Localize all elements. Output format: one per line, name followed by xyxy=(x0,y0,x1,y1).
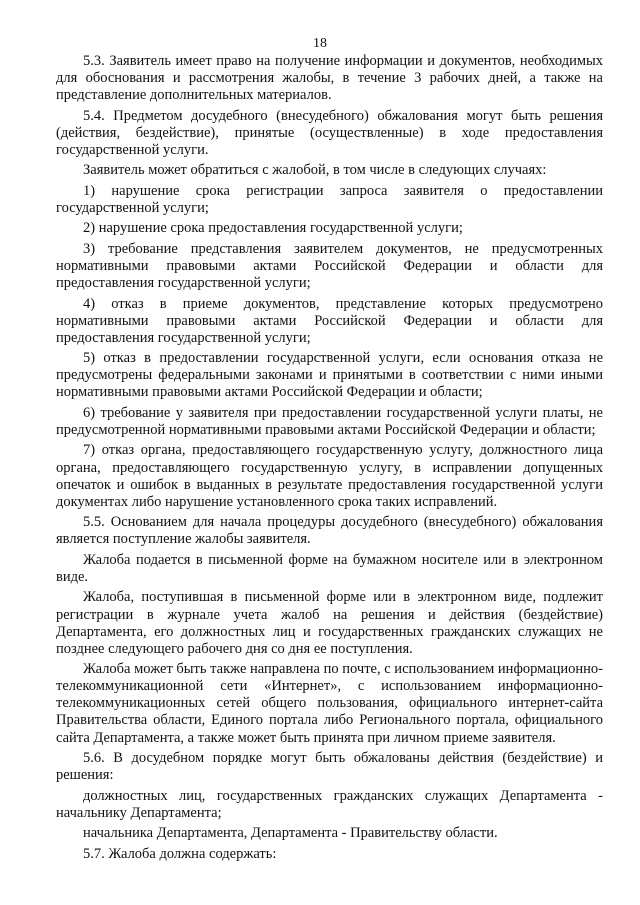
paragraph-5-4: 5.4. Предметом досудебного (внесудебного) обжалования могут быть решения (действия, бездействие), принятые (осуществленные) в ходе предоставления государственной услуги. xyxy=(56,107,603,158)
paragraph-complaint-registration: Жалоба, поступившая в письменной форме или в электронном виде, подлежит регистрации в журнале учета жалоб на решения и действия (бездействие) Департамента, его должностных лиц и государственных гражданских служащих не позднее следующего рабочего дня со дня ее поступления. xyxy=(56,589,603,657)
page-number: 18 xyxy=(313,36,327,51)
list-item-3: 3) требование представления заявителем документов, не предусмотренных нормативными правовыми актами Российской Федерации и области для предоставления государственной услуги; xyxy=(56,240,603,292)
paragraph-complaint-channels: Жалоба может быть также направлена по почте, с использованием информационно-телекоммуникационной сети «Интернет», с использованием информационно-телекоммуникационных сетей общего пользования, официального интернет-сайта Правительства области, Единого портала либо Регионального портала, официального сайта Департамента, а также может быть принята при личном приеме заявителя. xyxy=(56,661,603,746)
list-item-4: 4) отказ в приеме документов, представление которых предусмотрено нормативными правовыми актами Российской Федерации и области для предоставления государственной услуги; xyxy=(56,295,603,346)
paragraph-5-3: 5.3. Заявитель имеет право на получение информации и документов, необходимых для обоснования и рассмотрения жалобы, в течение 3 рабочих дней, а также на представление дополнительных материалов. xyxy=(56,53,603,104)
list-item-2: 2) нарушение срока предоставления государственной услуги; xyxy=(83,220,463,237)
list-item-6: 6) требование у заявителя при предоставлении государственной услуги платы, не предусмотренной нормативными правовыми актами Российской Федерации и области; xyxy=(56,404,603,438)
paragraph-5-5: 5.5. Основанием для начала процедуры досудебного (внесудебного) обжалования является поступление жалобы заявителя. xyxy=(56,514,603,548)
paragraph-appeal-officials: должностных лиц, государственных гражданских служащих Департамента - начальнику Департамента; xyxy=(56,787,603,821)
paragraph-5-6: 5.6. В досудебном порядке могут быть обжалованы действия (бездействие) и решения: xyxy=(56,750,603,784)
paragraph-cases-intro: Заявитель может обратиться с жалобой, в том числе в следующих случаях: xyxy=(83,162,547,179)
list-item-1: 1) нарушение срока регистрации запроса заявителя о предоставлении государственной услуги; xyxy=(56,182,603,216)
paragraph-5-7: 5.7. Жалоба должна содержать: xyxy=(83,845,277,862)
paragraph-complaint-form: Жалоба подается в письменной форме на бумажном носителе или в электронном виде. xyxy=(56,551,603,585)
document-body xyxy=(56,53,603,866)
paragraph-appeal-head: начальника Департамента, Департамента - Правительству области. xyxy=(83,825,498,842)
list-item-5: 5) отказ в предоставлении государственной услуги, если основания отказа не предусмотрены федеральными законами и принятыми в соответствии с ними иными нормативными правовыми актами Российской Федерации и области; xyxy=(56,350,603,401)
list-item-7: 7) отказ органа, предоставляющего государственную услугу, должностного лица органа, предоставляющего государственную услугу, в исправлении допущенных опечаток и ошибок в выданных в результате предоставления государственной услуги документах либо нарушение установленного срока таких исправлений. xyxy=(56,442,603,510)
